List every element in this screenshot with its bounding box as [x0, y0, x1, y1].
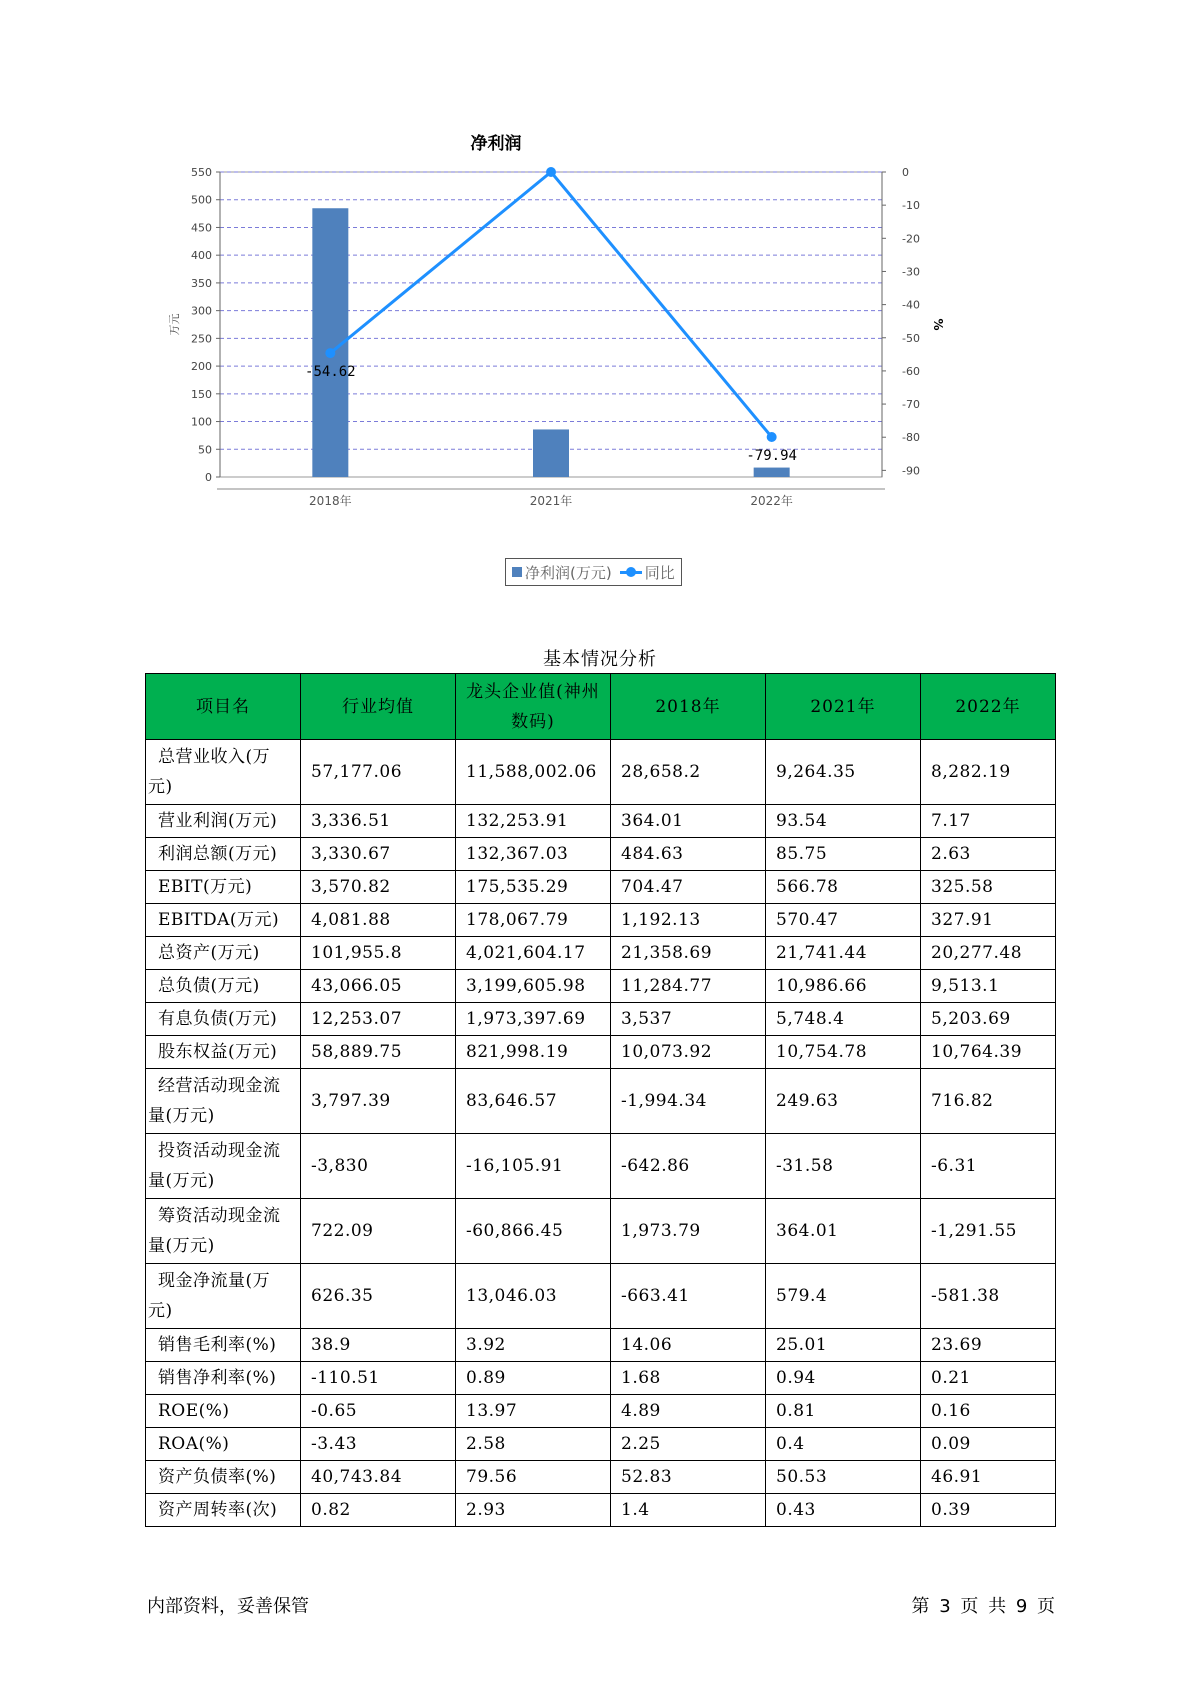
- value-cell: 10,986.66: [766, 970, 921, 1003]
- value-cell: 93.54: [766, 805, 921, 838]
- value-cell: 1.68: [611, 1362, 766, 1395]
- value-cell: 11,284.77: [611, 970, 766, 1003]
- value-cell: 83,646.57: [456, 1069, 611, 1134]
- value-cell: 7.17: [921, 805, 1056, 838]
- y2-tick-label: -90: [902, 464, 920, 478]
- yoy-point: [325, 348, 335, 358]
- value-cell: 0.94: [766, 1362, 921, 1395]
- value-cell: 2.25: [611, 1428, 766, 1461]
- y2-tick-label: -40: [902, 298, 920, 312]
- row-label-cell: EBIT(万元): [146, 871, 301, 904]
- legend-item-bar: [512, 562, 612, 583]
- value-cell: 626.35: [301, 1264, 456, 1329]
- value-cell: 10,073.92: [611, 1036, 766, 1069]
- value-cell: -663.41: [611, 1264, 766, 1329]
- row-label-cell: 筹资活动现金流量(万元): [146, 1199, 301, 1264]
- value-cell: 23.69: [921, 1329, 1056, 1362]
- y2-tick-label: -70: [902, 398, 920, 412]
- value-cell: 3,330.67: [301, 838, 456, 871]
- value-cell: 25.01: [766, 1329, 921, 1362]
- yoy-point: [546, 167, 556, 177]
- header-leader-value: 龙头企业值(神州数码): [456, 674, 611, 740]
- row-label-cell: ROA(%): [146, 1428, 301, 1461]
- value-cell: 21,358.69: [611, 937, 766, 970]
- value-cell: 13.97: [456, 1395, 611, 1428]
- value-cell: 2.93: [456, 1494, 611, 1527]
- table-row: [146, 1134, 1056, 1199]
- legend-bar-swatch-icon: [512, 567, 522, 577]
- value-cell: 38.9: [301, 1329, 456, 1362]
- value-cell: 12,253.07: [301, 1003, 456, 1036]
- value-cell: -1,291.55: [921, 1199, 1056, 1264]
- value-cell: 821,998.19: [456, 1036, 611, 1069]
- value-cell: -642.86: [611, 1134, 766, 1199]
- value-cell: 21,741.44: [766, 937, 921, 970]
- value-cell: 9,264.35: [766, 740, 921, 805]
- value-cell: 58,889.75: [301, 1036, 456, 1069]
- confidential-note: 内部资料，妥善保管: [147, 1596, 309, 1617]
- y-tick-label: 150: [191, 387, 212, 401]
- y2-tick-label: -30: [902, 265, 920, 279]
- value-cell: -0.65: [301, 1395, 456, 1428]
- value-cell: 327.91: [921, 904, 1056, 937]
- y-tick-label: 400: [191, 249, 212, 263]
- y-tick-label: 200: [191, 360, 212, 374]
- header-2022: 2022年: [921, 674, 1056, 740]
- table-header-row: [146, 674, 1056, 740]
- table-row: [146, 740, 1056, 805]
- value-cell: 0.81: [766, 1395, 921, 1428]
- value-cell: 85.75: [766, 838, 921, 871]
- value-cell: 50.53: [766, 1461, 921, 1494]
- row-label-cell: 现金净流量(万元): [146, 1264, 301, 1329]
- value-cell: 14.06: [611, 1329, 766, 1362]
- data-label: -79.94: [746, 448, 797, 465]
- value-cell: 3,797.39: [301, 1069, 456, 1134]
- value-cell: 3,199,605.98: [456, 970, 611, 1003]
- value-cell: 364.01: [766, 1199, 921, 1264]
- value-cell: 28,658.2: [611, 740, 766, 805]
- y-axis-title: 万元: [168, 313, 181, 336]
- value-cell: 4.89: [611, 1395, 766, 1428]
- y-tick-label: 450: [191, 221, 212, 235]
- table-row: [146, 1199, 1056, 1264]
- value-cell: 132,253.91: [456, 805, 611, 838]
- table-row: [146, 970, 1056, 1003]
- value-cell: 40,743.84: [301, 1461, 456, 1494]
- value-cell: 2.63: [921, 838, 1056, 871]
- row-label-cell: ROE(%): [146, 1395, 301, 1428]
- row-label-cell: 总负债(万元): [146, 970, 301, 1003]
- legend-item-line: [620, 562, 675, 583]
- chart-legend: [505, 558, 682, 586]
- page-number: 第 3 页 共 9 页: [911, 1596, 1055, 1617]
- value-cell: 0.39: [921, 1494, 1056, 1527]
- value-cell: 57,177.06: [301, 740, 456, 805]
- y2-tick-label: -20: [902, 232, 920, 246]
- value-cell: 364.01: [611, 805, 766, 838]
- y2-tick-label: -10: [902, 199, 920, 213]
- header-2021: 2021年: [766, 674, 921, 740]
- value-cell: 10,764.39: [921, 1036, 1056, 1069]
- y-tick-label: 50: [198, 443, 212, 457]
- row-label-cell: 总营业收入(万元): [146, 740, 301, 805]
- value-cell: 484.63: [611, 838, 766, 871]
- table-caption: 基本情况分析: [543, 649, 657, 670]
- value-cell: -16,105.91: [456, 1134, 611, 1199]
- table-row: [146, 1428, 1056, 1461]
- y-tick-label: 100: [191, 415, 212, 429]
- row-label-cell: 有息负债(万元): [146, 1003, 301, 1036]
- value-cell: -1,994.34: [611, 1069, 766, 1134]
- value-cell: 178,067.79: [456, 904, 611, 937]
- value-cell: 132,367.03: [456, 838, 611, 871]
- value-cell: 9,513.1: [921, 970, 1056, 1003]
- header-item-name: 项目名: [146, 674, 301, 740]
- value-cell: 566.78: [766, 871, 921, 904]
- y-tick-label: 250: [191, 332, 212, 346]
- value-cell: 3,336.51: [301, 805, 456, 838]
- table-row: [146, 838, 1056, 871]
- legend-bar-label: 净利润(万元): [525, 563, 612, 582]
- y-tick-label: 350: [191, 276, 212, 290]
- value-cell: 8,282.19: [921, 740, 1056, 805]
- value-cell: 46.91: [921, 1461, 1056, 1494]
- value-cell: 704.47: [611, 871, 766, 904]
- value-cell: 0.21: [921, 1362, 1056, 1395]
- x-tick-label: 2022年: [750, 494, 793, 508]
- value-cell: 579.4: [766, 1264, 921, 1329]
- y-tick-label: 550: [191, 166, 212, 179]
- row-label-cell: 资产负债率(%): [146, 1461, 301, 1494]
- value-cell: 570.47: [766, 904, 921, 937]
- value-cell: 4,021,604.17: [456, 937, 611, 970]
- value-cell: 1,973.79: [611, 1199, 766, 1264]
- value-cell: 2.58: [456, 1428, 611, 1461]
- value-cell: 0.09: [921, 1428, 1056, 1461]
- legend-line-label: 同比: [644, 563, 675, 582]
- row-label-cell: 资产周转率(次): [146, 1494, 301, 1527]
- value-cell: 3,537: [611, 1003, 766, 1036]
- header-industry-avg: 行业均值: [301, 674, 456, 740]
- y2-axis-title: %: [931, 318, 945, 331]
- value-cell: 0.43: [766, 1494, 921, 1527]
- value-cell: 1,973,397.69: [456, 1003, 611, 1036]
- value-cell: 325.58: [921, 871, 1056, 904]
- value-cell: -581.38: [921, 1264, 1056, 1329]
- row-label-cell: 投资活动现金流量(万元): [146, 1134, 301, 1199]
- value-cell: 175,535.29: [456, 871, 611, 904]
- value-cell: 79.56: [456, 1461, 611, 1494]
- header-2018: 2018年: [611, 674, 766, 740]
- y-tick-label: 0: [205, 471, 212, 484]
- value-cell: 11,588,002.06: [456, 740, 611, 805]
- row-label-cell: 经营活动现金流量(万元): [146, 1069, 301, 1134]
- value-cell: 101,955.8: [301, 937, 456, 970]
- value-cell: 3.92: [456, 1329, 611, 1362]
- value-cell: 10,754.78: [766, 1036, 921, 1069]
- table-row: [146, 1395, 1056, 1428]
- value-cell: 13,046.03: [456, 1264, 611, 1329]
- row-label-cell: 总资产(万元): [146, 937, 301, 970]
- value-cell: 4,081.88: [301, 904, 456, 937]
- table-row: [146, 1362, 1056, 1395]
- row-label-cell: EBITDA(万元): [146, 904, 301, 937]
- chart-title: 净利润: [470, 134, 522, 154]
- table-body: [146, 740, 1056, 1527]
- value-cell: 5,748.4: [766, 1003, 921, 1036]
- value-cell: 1,192.13: [611, 904, 766, 937]
- value-cell: 716.82: [921, 1069, 1056, 1134]
- table-row: [146, 1329, 1056, 1362]
- value-cell: 722.09: [301, 1199, 456, 1264]
- value-cell: -6.31: [921, 1134, 1056, 1199]
- table-row: [146, 937, 1056, 970]
- value-cell: 0.89: [456, 1362, 611, 1395]
- value-cell: 5,203.69: [921, 1003, 1056, 1036]
- x-tick-label: 2018年: [309, 494, 352, 508]
- y-tick-label: 300: [191, 304, 212, 318]
- y-tick-label: 500: [191, 193, 212, 207]
- value-cell: 43,066.05: [301, 970, 456, 1003]
- y2-tick-label: -80: [902, 431, 920, 445]
- value-cell: 20,277.48: [921, 937, 1056, 970]
- table-row: [146, 1003, 1056, 1036]
- value-cell: -110.51: [301, 1362, 456, 1395]
- row-label-cell: 销售毛利率(%): [146, 1329, 301, 1362]
- value-cell: 0.82: [301, 1494, 456, 1527]
- value-cell: 52.83: [611, 1461, 766, 1494]
- y2-tick-label: 0: [902, 166, 909, 179]
- table-row: [146, 1036, 1056, 1069]
- y2-tick-label: -50: [902, 331, 920, 345]
- table-row: [146, 871, 1056, 904]
- row-label-cell: 销售净利率(%): [146, 1362, 301, 1395]
- row-label-cell: 营业利润(万元): [146, 805, 301, 838]
- table-row: [146, 1264, 1056, 1329]
- value-cell: 249.63: [766, 1069, 921, 1134]
- y2-tick-label: -60: [902, 364, 920, 378]
- data-label: -54.62: [305, 364, 356, 381]
- net-profit-chart: [160, 130, 1040, 600]
- value-cell: 0.16: [921, 1395, 1056, 1428]
- value-cell: -3,830: [301, 1134, 456, 1199]
- x-tick-label: 2021年: [529, 494, 573, 508]
- table-row: [146, 1461, 1056, 1494]
- value-cell: 0.4: [766, 1428, 921, 1461]
- table-row: [146, 805, 1056, 838]
- bar-2022年: [754, 468, 790, 477]
- legend-line-marker-icon: [620, 567, 642, 577]
- yoy-point: [767, 432, 777, 442]
- table-row: [146, 1069, 1056, 1134]
- analysis-table: [145, 673, 1056, 1527]
- value-cell: 1.4: [611, 1494, 766, 1527]
- value-cell: -60,866.45: [456, 1199, 611, 1264]
- value-cell: -31.58: [766, 1134, 921, 1199]
- row-label-cell: 股东权益(万元): [146, 1036, 301, 1069]
- bar-2021年: [533, 429, 569, 477]
- value-cell: 3,570.82: [301, 871, 456, 904]
- value-cell: -3.43: [301, 1428, 456, 1461]
- table-row: [146, 904, 1056, 937]
- table-row: [146, 1494, 1056, 1527]
- row-label-cell: 利润总额(万元): [146, 838, 301, 871]
- chart-canvas: [160, 130, 1040, 550]
